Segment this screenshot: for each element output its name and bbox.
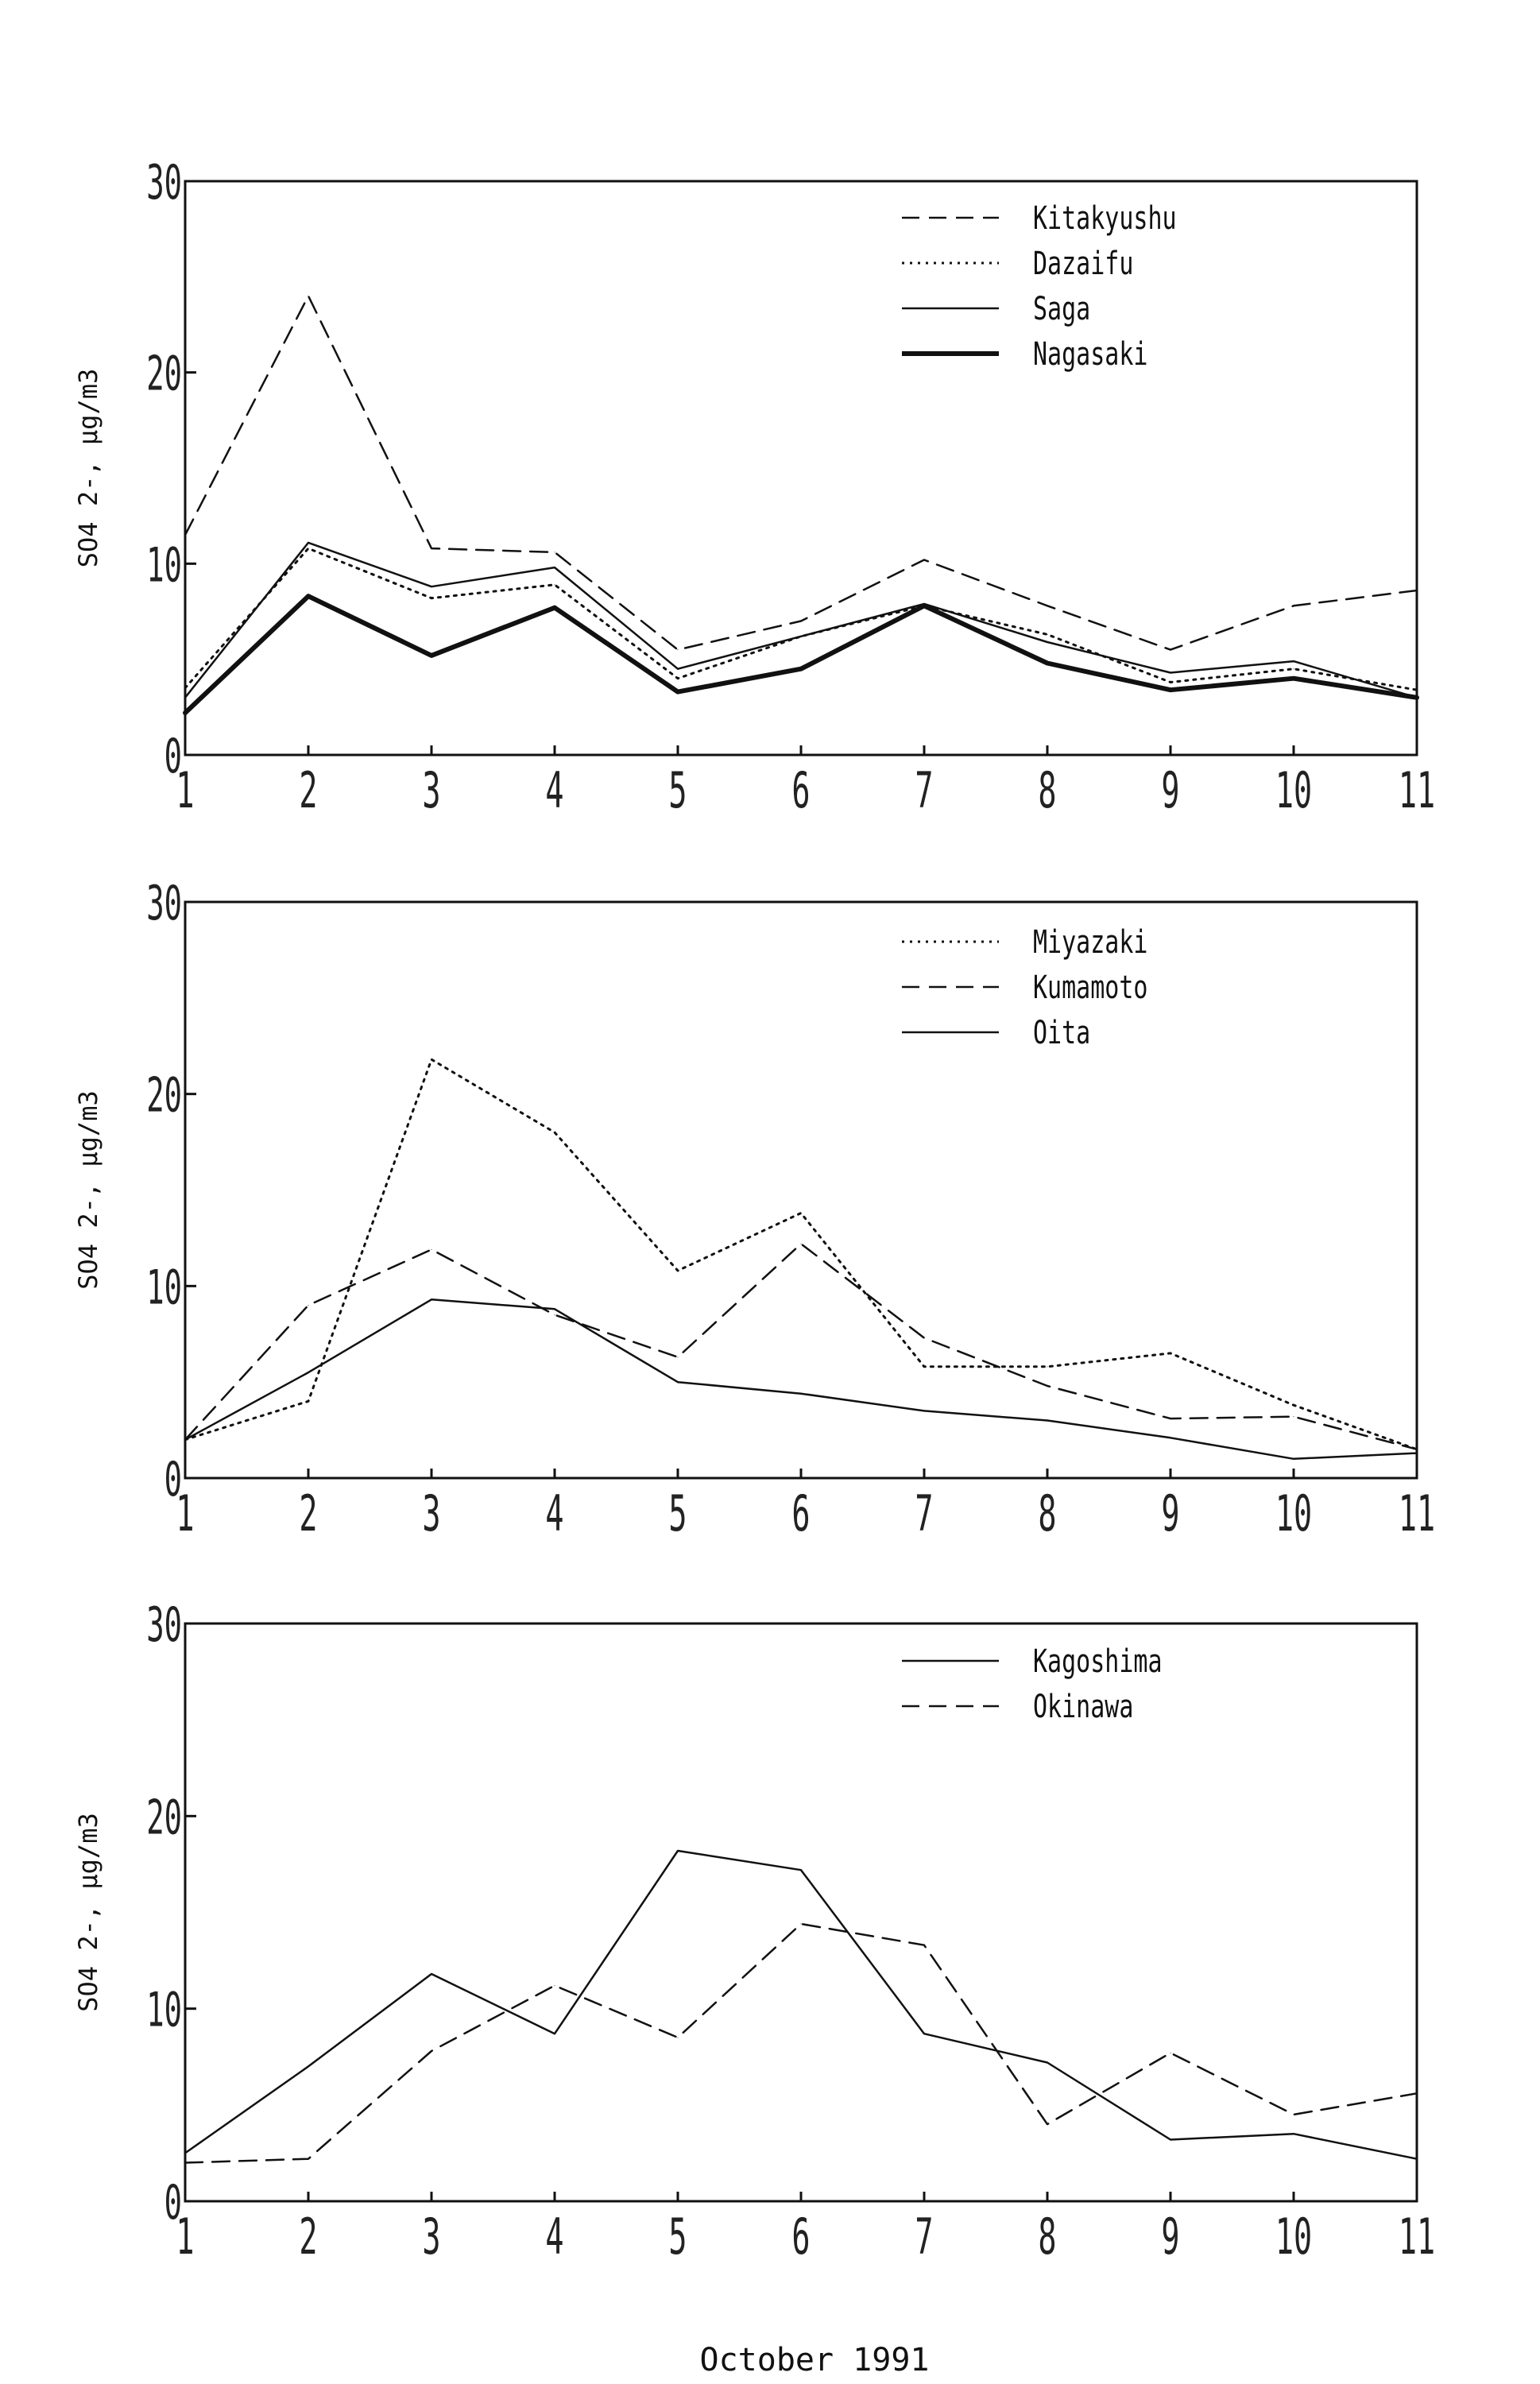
- data-point-nagasaki: [1047, 663, 1048, 664]
- data-point-saga: [185, 697, 186, 698]
- x-tick-label: 11: [1398, 2208, 1436, 2266]
- data-point-kagoshima: [678, 1850, 679, 1851]
- x-tick-label: 8: [1038, 762, 1057, 820]
- x-tick-label: 1: [176, 1485, 195, 1543]
- data-point-miyazaki: [1047, 1366, 1048, 1367]
- data-point-kumamoto: [1047, 1386, 1048, 1387]
- legend-label: Okinawa: [1033, 1688, 1134, 1726]
- y-tick-label: 10: [146, 1982, 182, 2038]
- data-point-saga: [308, 542, 309, 543]
- data-point-nagasaki: [801, 668, 802, 669]
- y-tick-label: 0: [164, 2174, 182, 2231]
- data-point-kagoshima: [1417, 2158, 1418, 2159]
- y-axis-label: SO4 2-, μg/m3: [73, 1813, 103, 2012]
- x-tick-label: 11: [1398, 762, 1436, 820]
- x-tick-label: 6: [791, 1485, 811, 1543]
- data-point-nagasaki: [678, 691, 679, 692]
- x-tick-label: 2: [299, 762, 318, 820]
- data-point-kagoshima: [431, 1974, 432, 1975]
- x-axis-label: October 1991: [699, 2342, 930, 2378]
- data-point-kagoshima: [185, 2153, 186, 2154]
- data-point-kagoshima: [1047, 2062, 1048, 2063]
- data-point-kumamoto: [431, 1249, 432, 1250]
- series-line-kumamoto: [185, 1244, 1417, 1449]
- y-tick-label: 0: [164, 1451, 182, 1507]
- chart-panels: [73, 155, 1435, 2266]
- plot-frame: [185, 902, 1417, 1478]
- data-point-dazaifu: [1170, 682, 1171, 683]
- data-point-nagasaki: [185, 713, 186, 714]
- chart-panel-1: [73, 155, 1435, 820]
- y-tick-label: 10: [146, 537, 182, 593]
- x-tick-label: 7: [915, 2208, 934, 2266]
- series-line-miyazaki: [185, 1059, 1417, 1449]
- x-tick-label: 5: [668, 762, 687, 820]
- data-point-kumamoto: [678, 1356, 679, 1357]
- x-tick-label: 5: [668, 1485, 687, 1543]
- data-point-oita: [185, 1439, 186, 1440]
- data-point-okinawa: [801, 1924, 802, 1925]
- chart-panel-2: [73, 876, 1435, 1543]
- legend-label: Oita: [1033, 1014, 1091, 1052]
- legend-label: Dazaifu: [1033, 245, 1134, 283]
- data-point-kitakyushu: [185, 535, 186, 536]
- series-line-kitakyushu: [185, 296, 1417, 649]
- data-point-kagoshima: [308, 2066, 309, 2067]
- data-point-okinawa: [185, 2162, 186, 2163]
- data-point-kumamoto: [1170, 1418, 1171, 1419]
- data-point-saga: [801, 636, 802, 637]
- data-point-saga: [1170, 672, 1171, 673]
- data-point-dazaifu: [1417, 690, 1418, 691]
- data-point-okinawa: [1417, 2093, 1418, 2094]
- legend-label: Saga: [1033, 290, 1091, 328]
- y-tick-label: 20: [146, 1067, 182, 1124]
- data-point-dazaifu: [1047, 634, 1048, 635]
- data-point-oita: [1047, 1420, 1048, 1421]
- x-tick-label: 8: [1038, 1485, 1057, 1543]
- data-point-kitakyushu: [431, 548, 432, 549]
- series-line-okinawa: [185, 1924, 1417, 2163]
- data-point-kumamoto: [308, 1305, 309, 1306]
- data-point-okinawa: [431, 2050, 432, 2051]
- series-line-oita: [185, 1299, 1417, 1459]
- x-tick-label: 9: [1161, 1485, 1180, 1543]
- data-point-saga: [678, 668, 679, 669]
- x-tick-label: 10: [1275, 1485, 1313, 1543]
- data-point-kitakyushu: [924, 559, 925, 560]
- legend-label: Kumamoto: [1033, 969, 1148, 1007]
- data-point-oita: [308, 1372, 309, 1373]
- y-tick-label: 30: [146, 1596, 182, 1653]
- data-point-kagoshima: [1170, 2139, 1171, 2140]
- x-tick-label: 1: [176, 2208, 195, 2266]
- data-point-oita: [678, 1382, 679, 1383]
- x-tick-label: 4: [545, 1485, 564, 1543]
- data-point-kitakyushu: [678, 649, 679, 650]
- series-line-nagasaki: [185, 596, 1417, 713]
- x-tick-label: 10: [1275, 2208, 1313, 2266]
- data-point-miyazaki: [308, 1401, 309, 1402]
- data-point-kitakyushu: [1417, 590, 1418, 591]
- data-point-kagoshima: [801, 1870, 802, 1871]
- data-point-okinawa: [1047, 2124, 1048, 2125]
- x-tick-label: 10: [1275, 762, 1313, 820]
- data-point-dazaifu: [678, 678, 679, 679]
- data-point-kumamoto: [924, 1337, 925, 1338]
- x-tick-label: 9: [1161, 2208, 1180, 2266]
- data-point-saga: [431, 586, 432, 587]
- y-tick-label: 30: [146, 875, 182, 931]
- data-point-nagasaki: [1417, 697, 1418, 698]
- data-point-miyazaki: [924, 1366, 925, 1367]
- y-tick-label: 20: [146, 1790, 182, 1845]
- y-axis-label: SO4 2-, μg/m3: [73, 368, 103, 568]
- plot-frame: [185, 1624, 1417, 2201]
- legend-label: Miyazaki: [1033, 923, 1148, 962]
- x-tick-label: 5: [668, 2208, 687, 2266]
- data-point-oita: [801, 1393, 802, 1394]
- legend-label: Kitakyushu: [1033, 199, 1177, 238]
- x-tick-label: 3: [422, 2208, 441, 2266]
- chart-panel-3: [73, 1597, 1435, 2266]
- y-tick-label: 10: [146, 1260, 182, 1315]
- data-point-nagasaki: [431, 655, 432, 656]
- x-tick-label: 11: [1398, 1485, 1436, 1543]
- x-tick-label: 6: [791, 2208, 811, 2266]
- x-tick-label: 2: [299, 2208, 318, 2266]
- x-tick-label: 3: [422, 1485, 441, 1543]
- x-tick-label: 2: [299, 1485, 318, 1543]
- legend-label: Kagoshima: [1033, 1643, 1163, 1681]
- x-tick-label: 7: [915, 762, 934, 820]
- x-tick-label: 9: [1161, 762, 1180, 820]
- y-tick-label: 20: [146, 346, 182, 402]
- legend-label: Nagasaki: [1033, 335, 1148, 373]
- x-tick-label: 7: [915, 1485, 934, 1543]
- x-tick-label: 8: [1038, 2208, 1057, 2266]
- data-point-okinawa: [308, 2158, 309, 2159]
- data-point-saga: [1047, 642, 1048, 643]
- data-point-dazaifu: [308, 548, 309, 549]
- y-tick-label: 30: [146, 154, 182, 211]
- data-point-kitakyushu: [1170, 649, 1171, 650]
- x-tick-label: 3: [422, 762, 441, 820]
- data-point-nagasaki: [308, 596, 309, 597]
- data-point-nagasaki: [1170, 690, 1171, 691]
- x-tick-label: 1: [176, 762, 195, 820]
- data-point-miyazaki: [431, 1059, 432, 1060]
- data-point-dazaifu: [185, 687, 186, 688]
- y-axis-label: SO4 2-, μg/m3: [73, 1090, 103, 1290]
- x-tick-label: 4: [545, 2208, 564, 2266]
- y-tick-label: 0: [164, 728, 182, 784]
- series-line-kagoshima: [185, 1851, 1417, 2159]
- x-tick-label: 6: [791, 762, 811, 820]
- data-point-oita: [431, 1299, 432, 1300]
- x-tick-label: 4: [545, 762, 564, 820]
